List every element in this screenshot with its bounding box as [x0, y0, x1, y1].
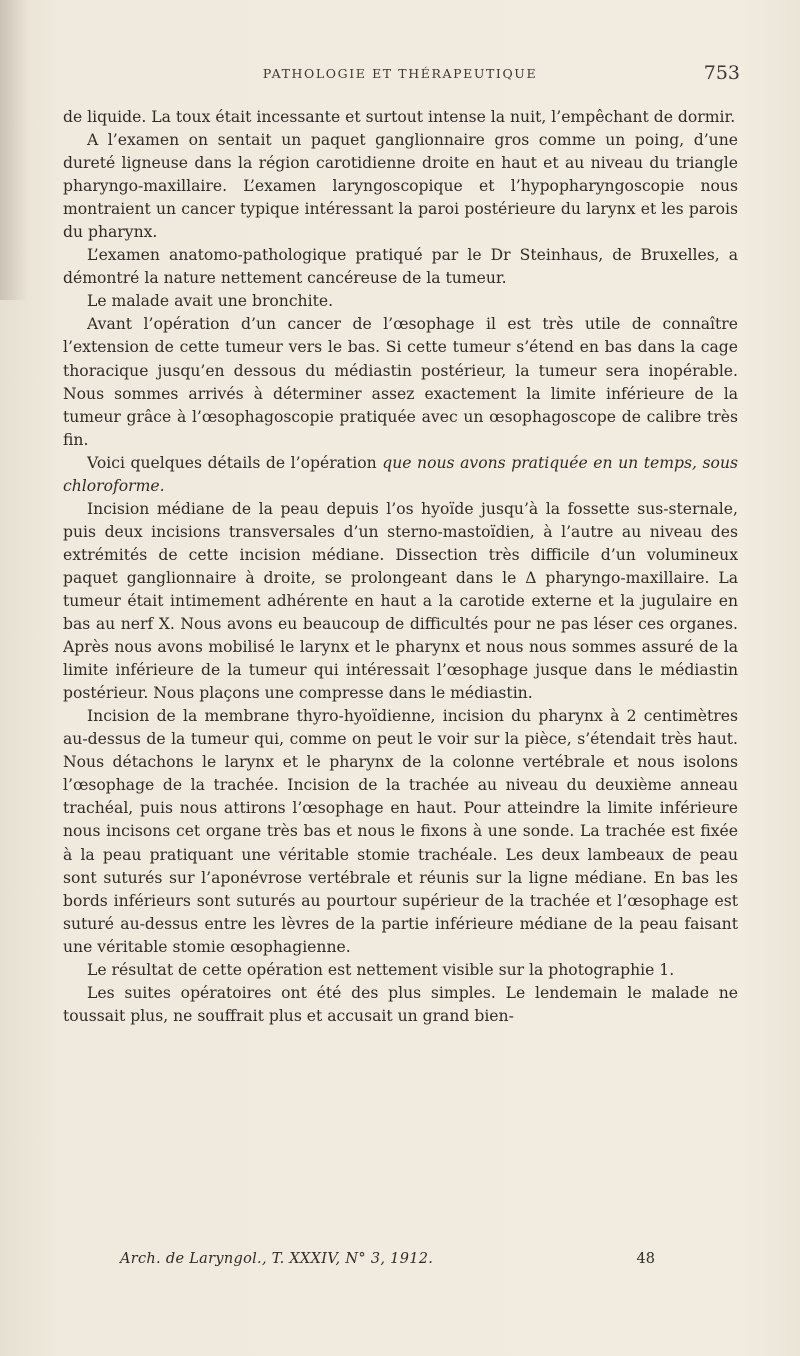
paragraph-6: [63, 452, 738, 498]
paragraph-4: Le malade avait une bronchite.: [87, 292, 334, 311]
signature-mark: 48: [636, 1251, 655, 1267]
running-head: PATHOLOGIE ET THÉRAPEUTIQUE: [262, 66, 538, 81]
paragraph-7: Incision médiane de la peau depuis l’os hyoïde jusqu’à la fossette sus-sternale, puis deux incisions transversales d’un sterno-mastoïdien, à l’autre au niveau des extrémités de cette incision médiane. Dissection très difficile d’un volumineux paquet ganglionnaire à droite, se prolongeant dans le Δ pharyngo-maxillaire. La tumeur était intimement adhérente en haut a la carotide externe et la jugulaire en bas au nerf X. Nous avons eu beaucoup de difficultés pour ne pas léser ces organes. Après nous avons mobilisé le larynx et le pharynx et nous nous sommes assuré de la limite inférieure de la tumeur qui intéressait l’œsophage jusque dans le médiastin postérieur. Nous plaçons une compresse dans le médiastin.: [63, 499, 738, 703]
paragraph-10: Les suites opératoires ont été des plus simples. Le lendemain le malade ne toussait plus, ne souffrait plus et accusait un grand bien-: [63, 983, 738, 1025]
footer-citation: [120, 1251, 433, 1267]
page-edge-shadow: [0, 0, 28, 300]
paragraph-9: Le résultat de cette opération est nettement visible sur la photographie 1.: [87, 960, 675, 979]
citation-text: Arch. de Laryngol., T. XXXIV, N° 3, 1912.: [120, 1251, 434, 1267]
paragraph-2: A l’examen on sentait un paquet ganglionnaire gros comme un poing, d’une dureté ligneuse dans la région carotidienne droite en haut et au niveau du triangle pharyngo-maxillaire. L’examen laryngoscopique et l’hypopharyngoscopie nous montraient un cancer typique intéressant la paroi postérieure du larynx et les parois du pharynx.: [63, 131, 738, 242]
paragraph-8: Incision de la membrane thyro-hyoïdienne, incision du pharynx à 2 centimètres au-dessus de la tumeur qui, comme on peut le voir sur la pièce, s’étendait très haut. Nous détachons le larynx et le pharynx de la colonne vertébrale et nous isolons l’œsophage de la trachée. Incision de la trachée au niveau du deuxième anneau trachéal, puis nous attirons l’œsophage en haut. Pour atteindre la limite inférieure nous incisons cet organe très bas et nous le fixons à une sonde. La trachée est fixée à la peau pratiquant une véritable stomie trachéale. Les deux lambeaux de peau sont suturés sur l’aponévrose vertébrale et réunis sur la ligne médiane. En bas les bords inférieurs sont suturés au pourtour supérieur de la trachée et l’œsophage est suturé au-dessus entre les lèvres de la partie inférieure médiane de la peau faisant une véritable stomie œsophagienne.: [63, 707, 738, 956]
paragraph-1: de liquide. La toux était incessante et surtout intense la nuit, l’empêchant de dormir.: [63, 108, 736, 126]
paragraph-3: L’examen anatomo-pathologique pratiqué par le Dr Steinhaus, de Bruxelles, a démontré la nature nettement cancéreuse de la tumeur.: [63, 246, 738, 288]
page-number: 753: [703, 62, 740, 84]
paragraph-6-text: Voici quelques détails de l’opération: [87, 453, 383, 472]
body-text: [63, 106, 738, 1028]
page-footer: [60, 1251, 655, 1275]
page-header: [60, 62, 740, 86]
paragraph-5: Avant l’opération d’un cancer de l’œsophage il est très utile de connaître l’extension de cette tumeur vers le bas. Si cette tumeur s’étend en bas dans la cage thoracique jusqu’en dessous du médiastin postérieur, la tumeur sera inopérable. Nous sommes arrivés à déterminer assez exactement la limite inférieure de la tumeur grâce à l’œsophagoscopie pratiquée avec un œsophagoscope de calibre très fin.: [63, 315, 738, 449]
paragraph-6-italic: que nous avons pratiquée en un temps, sous chloroforme.: [63, 453, 738, 495]
